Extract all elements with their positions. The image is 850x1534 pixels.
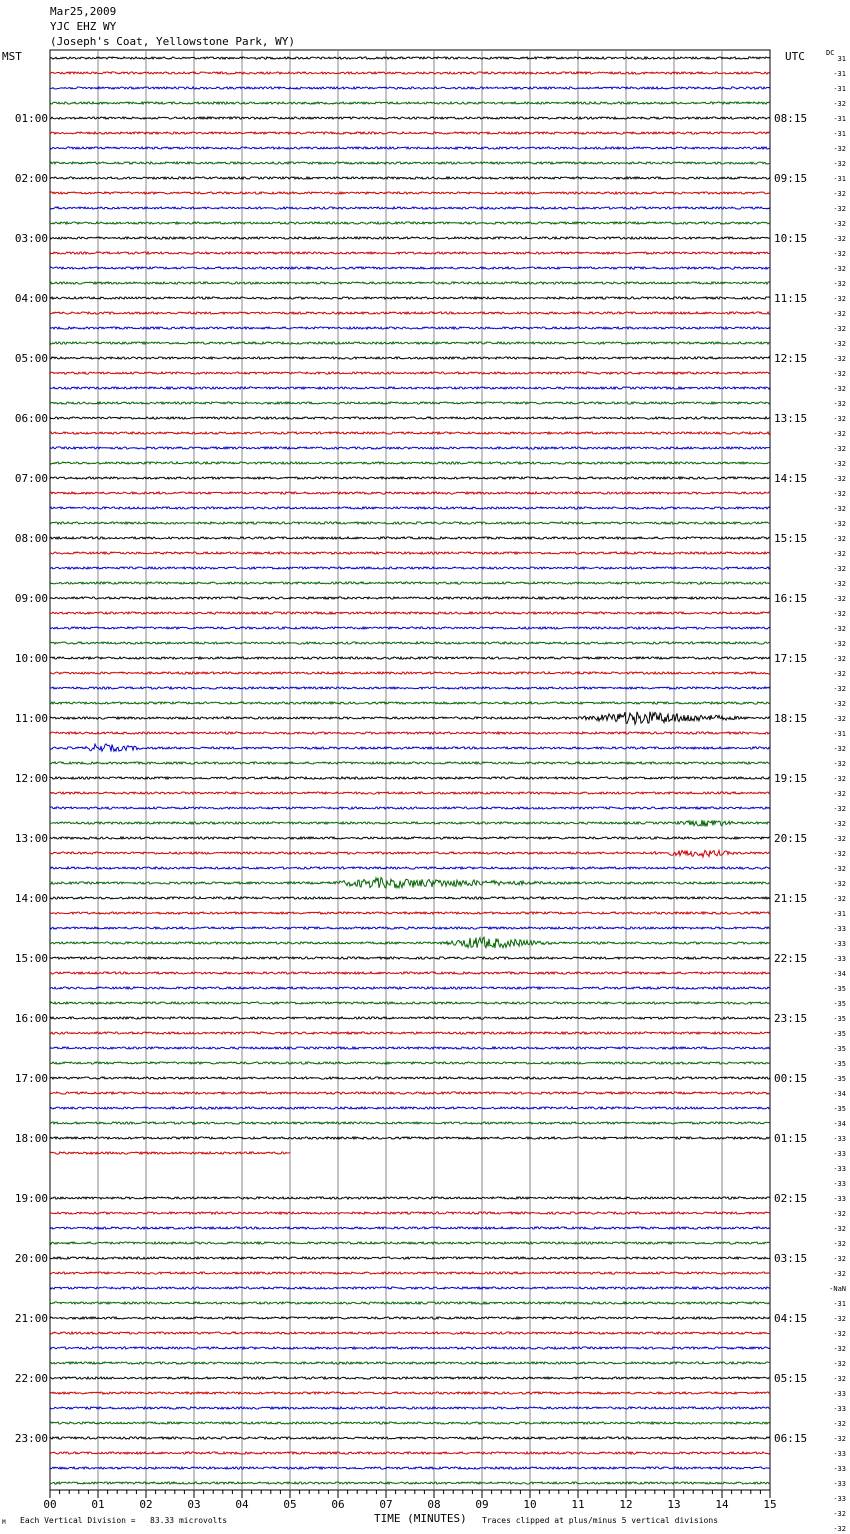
trace-row xyxy=(50,1272,770,1274)
x-tick-label: 07 xyxy=(379,1498,393,1511)
trace-row xyxy=(50,657,770,659)
dc-offset-value: -32 xyxy=(833,790,846,798)
right-hour-label: 13:15 xyxy=(774,412,808,425)
trace-row xyxy=(50,402,770,404)
left-hour-label: 14:00 xyxy=(14,892,48,905)
dc-offset-value: -35 xyxy=(833,1000,846,1008)
dc-offset-value: -32 xyxy=(833,445,846,453)
dc-offset-value: -32 xyxy=(833,535,846,543)
x-tick-label: 02 xyxy=(139,1498,153,1511)
trace-row xyxy=(50,207,770,209)
trace-row xyxy=(50,372,770,374)
left-hour-label: 19:00 xyxy=(14,1192,48,1205)
trace-row xyxy=(50,507,770,509)
left-hour-label: 05:00 xyxy=(14,352,48,365)
dc-offset-value: -32 xyxy=(833,550,846,558)
dc-offset-value: -35 xyxy=(833,1015,846,1023)
trace-row xyxy=(50,297,770,299)
dc-offset-value: -32 xyxy=(833,715,846,723)
trace-row xyxy=(50,72,770,74)
dc-offset-value: -32 xyxy=(833,1225,846,1233)
dc-offset-value: -32 xyxy=(833,1375,846,1383)
trace-row xyxy=(50,792,770,794)
trace-row xyxy=(50,117,770,119)
trace-row xyxy=(50,162,770,164)
trace-row xyxy=(50,447,770,449)
dc-offset-value: -32 xyxy=(833,160,846,168)
dc-offset-value: -32 xyxy=(833,745,846,753)
trace-row xyxy=(50,957,770,959)
dc-offset-value: -32 xyxy=(833,700,846,708)
dc-offset-value: -32 xyxy=(833,760,846,768)
trace-row xyxy=(50,612,770,614)
dc-offset-value: -32 xyxy=(833,475,846,483)
trace-row xyxy=(50,777,770,779)
dc-offset-value: -32 xyxy=(833,610,846,618)
x-tick-label: 01 xyxy=(91,1498,105,1511)
left-hour-label: 09:00 xyxy=(14,592,48,605)
trace-row xyxy=(50,492,770,494)
x-tick-label: 15 xyxy=(763,1498,777,1511)
left-hour-label: 03:00 xyxy=(14,232,48,245)
dc-offset-value: -32 xyxy=(833,490,846,498)
trace-row xyxy=(50,807,770,809)
trace-row xyxy=(50,327,770,329)
trace-row xyxy=(50,597,770,599)
left-hour-label: 01:00 xyxy=(14,112,48,125)
trace-row xyxy=(50,192,770,194)
dc-offset-value: -33 xyxy=(833,1405,846,1413)
dc-offset-value: -32 xyxy=(833,250,846,258)
dc-offset-value: -32 xyxy=(833,100,846,108)
trace-row xyxy=(50,417,770,419)
dc-offset-value: -32 xyxy=(833,820,846,828)
x-tick-label: 04 xyxy=(235,1498,249,1511)
dc-offset-value: -32 xyxy=(833,190,846,198)
trace-row xyxy=(50,1122,770,1124)
dc-offset-value: -32 xyxy=(833,1330,846,1338)
trace-row xyxy=(50,222,770,224)
trace-row xyxy=(50,522,770,524)
trace-row xyxy=(50,282,770,284)
trace-row xyxy=(50,687,770,689)
left-hour-label: 13:00 xyxy=(14,832,48,845)
trace-row xyxy=(50,1077,770,1079)
trace-row xyxy=(50,937,770,948)
dc-offset-value: -32 xyxy=(833,1240,846,1248)
trace-row xyxy=(50,1197,770,1199)
right-hour-label: 04:15 xyxy=(774,1312,808,1325)
dc-offset-value: -35 xyxy=(833,1075,846,1083)
dc-offset-value: -33 xyxy=(833,955,846,963)
right-hour-label: 10:15 xyxy=(774,232,808,245)
gridlines xyxy=(50,50,770,1490)
right-hour-label: 12:15 xyxy=(774,352,808,365)
x-tick-label: 08 xyxy=(427,1498,441,1511)
trace-row xyxy=(50,1227,770,1229)
left-hour-label: 04:00 xyxy=(14,292,48,305)
dc-offset-value: -33 xyxy=(833,1450,846,1458)
trace-row xyxy=(50,477,770,479)
right-hour-label: 19:15 xyxy=(774,772,808,785)
trace-row xyxy=(50,642,770,644)
trace-row xyxy=(50,1317,770,1319)
dc-offset-value: -32 xyxy=(833,1345,846,1353)
left-hour-label: 21:00 xyxy=(14,1312,48,1325)
trace-row xyxy=(50,132,770,134)
dc-offset-value: -35 xyxy=(833,1105,846,1113)
trace-row xyxy=(50,312,770,314)
dc-offset-value: -32 xyxy=(833,355,846,363)
dc-offset-value: -32 xyxy=(833,625,846,633)
left-hour-label: 16:00 xyxy=(14,1012,48,1025)
dc-offset-value: -32 xyxy=(833,775,846,783)
dc-offset-value: -35 xyxy=(833,1030,846,1038)
dc-offset-value: -33 xyxy=(833,1495,846,1503)
dc-offset-value: -31 xyxy=(833,730,846,738)
left-hour-label: 12:00 xyxy=(14,772,48,785)
right-hour-label: 06:15 xyxy=(774,1432,808,1445)
trace-row xyxy=(50,1242,770,1244)
dc-offset-value: -32 xyxy=(833,835,846,843)
station-label: YJC EHZ WY xyxy=(50,20,117,33)
dc-offset-value: -32 xyxy=(833,1525,846,1533)
dc-offset-value: -32 xyxy=(833,1435,846,1443)
left-hour-label: 07:00 xyxy=(14,472,48,485)
dc-offset-value: -32 xyxy=(833,1315,846,1323)
right-hour-label: 09:15 xyxy=(774,172,808,185)
dc-offset-value: -32 xyxy=(833,370,846,378)
trace-row xyxy=(50,1152,290,1154)
right-hour-label: 15:15 xyxy=(774,532,808,545)
trace-row xyxy=(50,57,770,59)
left-hour-label: 17:00 xyxy=(14,1072,48,1085)
trace-row xyxy=(50,912,770,914)
trace-row xyxy=(50,1482,770,1484)
x-tick-label: 14 xyxy=(715,1498,729,1511)
dc-offset-value: -32 xyxy=(833,385,846,393)
right-hour-label: 05:15 xyxy=(774,1372,808,1385)
clip-note: Traces clipped at plus/minus 5 vertical divisions xyxy=(482,1516,719,1525)
x-tick-label: 06 xyxy=(331,1498,345,1511)
dc-offset-value: -33 xyxy=(833,1195,846,1203)
trace-row xyxy=(50,387,770,389)
trace-row xyxy=(50,1257,770,1259)
time-axis xyxy=(43,1490,776,1511)
trace-row xyxy=(50,850,770,857)
dc-offset-value: -32 xyxy=(833,220,846,228)
trace-row xyxy=(50,252,770,254)
dc-offset-value: -32 xyxy=(833,565,846,573)
trace-row xyxy=(50,1212,770,1214)
x-axis-title: TIME (MINUTES) xyxy=(374,1512,467,1525)
trace-row xyxy=(50,702,770,704)
trace-row xyxy=(50,744,770,752)
dc-offset-value: -32 xyxy=(833,1360,846,1368)
dc-offset-value: -31 xyxy=(833,85,846,93)
dc-offset-value: -32 xyxy=(833,265,846,273)
right-hour-label: 02:15 xyxy=(774,1192,808,1205)
dc-offset-value: -31 xyxy=(833,910,846,918)
trace-row xyxy=(50,87,770,89)
dc-offset-value: -32 xyxy=(833,640,846,648)
x-tick-label: 11 xyxy=(571,1498,585,1511)
x-tick-label: 03 xyxy=(187,1498,201,1511)
trace-row xyxy=(50,1287,770,1289)
left-hour-label: 20:00 xyxy=(14,1252,48,1265)
dc-offset-value: -31 xyxy=(833,175,846,183)
right-hour-label: 17:15 xyxy=(774,652,808,665)
dc-offset-value: -32 xyxy=(833,880,846,888)
dc-offset-value: -31 xyxy=(833,115,846,123)
trace-row xyxy=(50,867,770,869)
row-labels xyxy=(15,55,846,1534)
dc-offset-value: -32 xyxy=(833,415,846,423)
dc-offset-value: -32 xyxy=(833,1510,846,1518)
dc-offset-value: -32 xyxy=(833,235,846,243)
location-label: (Joseph's Coat, Yellowstone Park, WY) xyxy=(50,35,296,48)
trace-row xyxy=(50,1062,770,1064)
x-tick-label: 13 xyxy=(667,1498,681,1511)
trace-row xyxy=(50,537,770,539)
x-tick-label: 05 xyxy=(283,1498,297,1511)
dc-offset-value: -32 xyxy=(833,325,846,333)
left-hour-label: 10:00 xyxy=(14,652,48,665)
dc-offset-value: -33 xyxy=(833,1135,846,1143)
dc-offset-value: -32 xyxy=(833,1210,846,1218)
right-hour-label: 14:15 xyxy=(774,472,808,485)
dc-offset-value: -33 xyxy=(833,1180,846,1188)
dc-offset-value: -33 xyxy=(833,925,846,933)
dc-offset-value: -31 xyxy=(833,1300,846,1308)
trace-row xyxy=(50,1422,770,1424)
dc-offset-value: -32 xyxy=(833,850,846,858)
dc-offset-value: -32 xyxy=(833,400,846,408)
dc-offset-value: -32 xyxy=(833,1420,846,1428)
dc-offset-value: -34 xyxy=(833,970,846,978)
trace-row xyxy=(50,1407,770,1409)
seismic-traces xyxy=(50,57,770,1484)
plot-frame xyxy=(50,50,770,1490)
dc-offset-value: 31 xyxy=(837,55,846,63)
right-hour-label: 03:15 xyxy=(774,1252,808,1265)
trace-row xyxy=(50,237,770,239)
left-hour-label: 02:00 xyxy=(14,172,48,185)
trace-row xyxy=(50,1452,770,1454)
trace-row xyxy=(50,1107,770,1109)
dc-offset-value: -32 xyxy=(833,895,846,903)
left-hour-label: 18:00 xyxy=(14,1132,48,1145)
trace-row xyxy=(50,820,770,827)
dc-offset-value: -33 xyxy=(833,1390,846,1398)
trace-row xyxy=(50,878,770,889)
dc-offset-value: -32 xyxy=(833,280,846,288)
trace-row xyxy=(50,567,770,569)
trace-row xyxy=(50,837,770,839)
trace-row xyxy=(50,1017,770,1019)
trace-row xyxy=(50,462,770,464)
dc-offset-value: -32 xyxy=(833,580,846,588)
dc-offset-value: -32 xyxy=(833,430,846,438)
right-hour-label: 18:15 xyxy=(774,712,808,725)
trace-row xyxy=(50,927,770,929)
left-hour-label: 11:00 xyxy=(14,712,48,725)
trace-row xyxy=(50,1092,770,1094)
dc-offset-value: -31 xyxy=(833,70,846,78)
dc-offset-value: -33 xyxy=(833,1480,846,1488)
trace-row xyxy=(50,972,770,974)
corner-mark: M xyxy=(2,1519,6,1526)
dc-offset-value: -32 xyxy=(833,655,846,663)
trace-row xyxy=(50,712,770,724)
dc-offset-value: -32 xyxy=(833,505,846,513)
dc-offset-value: -32 xyxy=(833,310,846,318)
trace-row xyxy=(50,1332,770,1334)
dc-offset-value: -32 xyxy=(833,670,846,678)
trace-row xyxy=(50,1002,770,1004)
dc-offset-value: -32 xyxy=(833,295,846,303)
dc-offset-value: -33 xyxy=(833,940,846,948)
trace-row xyxy=(50,672,770,674)
dc-offset-value: -31 xyxy=(833,130,846,138)
right-hour-label: 00:15 xyxy=(774,1072,808,1085)
trace-row xyxy=(50,147,770,149)
trace-row xyxy=(50,1137,770,1139)
trace-row xyxy=(50,552,770,554)
right-hour-label: 22:15 xyxy=(774,952,808,965)
dc-offset-value: -NaN xyxy=(829,1285,846,1293)
left-hour-label: 08:00 xyxy=(14,532,48,545)
trace-row xyxy=(50,1047,770,1049)
dc-offset-value: -33 xyxy=(833,1150,846,1158)
trace-row xyxy=(50,1347,770,1349)
trace-row xyxy=(50,1437,770,1439)
x-tick-label: 10 xyxy=(523,1498,537,1511)
scale-note: Each Vertical Division = 83.33 microvolts xyxy=(20,1516,228,1525)
right-hour-label: 08:15 xyxy=(774,112,808,125)
dc-offset-value: -32 xyxy=(833,865,846,873)
trace-row xyxy=(50,432,770,434)
trace-row xyxy=(50,627,770,629)
trace-row xyxy=(50,987,770,989)
dc-offset-value: -33 xyxy=(833,1165,846,1173)
right-hour-label: 23:15 xyxy=(774,1012,808,1025)
dc-label: DC xyxy=(826,49,835,57)
right-hour-label: 01:15 xyxy=(774,1132,808,1145)
trace-row xyxy=(50,1467,770,1469)
x-tick-label: 00 xyxy=(43,1498,57,1511)
trace-row xyxy=(50,342,770,344)
left-hour-label: 22:00 xyxy=(14,1372,48,1385)
trace-row xyxy=(50,897,770,899)
trace-row xyxy=(50,177,770,179)
trace-row xyxy=(50,1302,770,1304)
dc-offset-value: -32 xyxy=(833,1270,846,1278)
dc-offset-value: -32 xyxy=(833,340,846,348)
dc-offset-value: -34 xyxy=(833,1120,846,1128)
x-tick-label: 12 xyxy=(619,1498,633,1511)
dc-offset-value: -33 xyxy=(833,1465,846,1473)
utc-label: UTC xyxy=(785,50,805,63)
right-hour-label: 21:15 xyxy=(774,892,808,905)
dc-offset-value: -32 xyxy=(833,520,846,528)
dc-offset-value: -32 xyxy=(833,1255,846,1263)
left-hour-label: 23:00 xyxy=(14,1432,48,1445)
trace-row xyxy=(50,102,770,104)
mst-label: MST xyxy=(2,50,22,63)
right-hour-label: 16:15 xyxy=(774,592,808,605)
trace-row xyxy=(50,1032,770,1034)
left-hour-label: 06:00 xyxy=(14,412,48,425)
trace-row xyxy=(50,357,770,359)
trace-row xyxy=(50,732,770,734)
dc-offset-value: -32 xyxy=(833,205,846,213)
right-hour-label: 20:15 xyxy=(774,832,808,845)
trace-row xyxy=(50,267,770,269)
right-hour-label: 11:15 xyxy=(774,292,808,305)
dc-offset-value: -32 xyxy=(833,595,846,603)
dc-offset-value: -32 xyxy=(833,460,846,468)
trace-row xyxy=(50,762,770,764)
date-label: Mar25,2009 xyxy=(50,5,117,18)
dc-offset-value: -34 xyxy=(833,1090,846,1098)
dc-offset-value: -32 xyxy=(833,805,846,813)
left-hour-label: 15:00 xyxy=(14,952,48,965)
dc-offset-value: -32 xyxy=(833,685,846,693)
dc-offset-value: -32 xyxy=(833,145,846,153)
dc-offset-value: -35 xyxy=(833,1045,846,1053)
trace-row xyxy=(50,582,770,584)
dc-offset-value: -35 xyxy=(833,1060,846,1068)
x-tick-label: 09 xyxy=(475,1498,489,1511)
trace-row xyxy=(50,1392,770,1394)
trace-row xyxy=(50,1362,770,1364)
trace-row xyxy=(50,1377,770,1379)
dc-offset-value: -35 xyxy=(833,985,846,993)
